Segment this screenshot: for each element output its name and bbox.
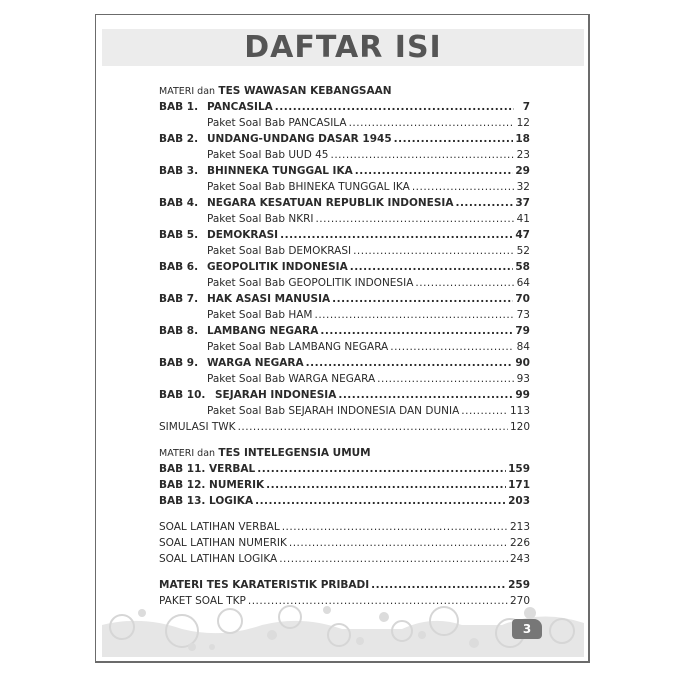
toc-entry[interactable]: BAB 12. NUMERIK ..... 171 <box>159 477 530 493</box>
section-heading-title: TES WAWASAN KEBANGSAAN <box>218 85 392 97</box>
toc-entry[interactable]: BAB 3. BHINNEKA TUNGGAL IKA ..... 29 <box>159 163 530 179</box>
section-heading-tiu <box>159 445 530 461</box>
leader-dots <box>332 291 513 307</box>
toc-entry[interactable]: Paket Soal Bab DEMOKRASI ..... 52 <box>159 243 530 259</box>
toc-entry[interactable]: Paket Soal Bab BHINEKA TUNGGAL IKA ..... 32 <box>159 179 530 195</box>
leader-dots <box>238 419 508 435</box>
toc-entry[interactable]: BAB 7. HAK ASASI MANUSIA ..... 70 <box>159 291 530 307</box>
spacer <box>159 509 530 519</box>
toc-entry[interactable]: PAKET SOAL TKP ..... 270 <box>159 593 530 609</box>
leader-dots <box>371 577 506 593</box>
toc-entry[interactable]: Paket Soal Bab SEJARAH INDONESIA DAN DUNIA ..... 113 <box>159 403 530 419</box>
toc-entry[interactable]: BAB 13. LOGIKA ..... 203 <box>159 493 530 509</box>
toc-entry[interactable]: BAB 5. DEMOKRASI ..... 47 <box>159 227 530 243</box>
leader-dots <box>306 355 514 371</box>
section-heading-prefix: MATERI dan <box>159 448 216 459</box>
toc-entry-simulasi[interactable]: SIMULASI TWK ..... 120 <box>159 419 530 435</box>
leader-dots <box>331 147 515 163</box>
toc-entry[interactable]: Paket Soal Bab WARGA NEGARA ..... 93 <box>159 371 530 387</box>
toc-entry[interactable]: SOAL LATIHAN NUMERIK ..... 226 <box>159 535 530 551</box>
leader-dots <box>338 387 513 403</box>
spacer <box>159 567 530 577</box>
leader-dots <box>257 461 506 477</box>
toc-entry[interactable]: Paket Soal Bab GEOPOLITIK INDONESIA ..... 64 <box>159 275 530 291</box>
toc-entry[interactable]: Paket Soal Bab PANCASILA ..... 12 <box>159 115 530 131</box>
toc-entry[interactable]: MATERI TES KARATERISTIK PRIBADI ..... 259 <box>159 577 530 593</box>
page-number: 3 <box>522 622 532 636</box>
leader-dots <box>349 115 514 131</box>
leader-dots <box>390 339 514 355</box>
leader-dots <box>394 131 514 147</box>
leader-dots <box>412 179 514 195</box>
spacer <box>159 435 530 445</box>
section-heading-prefix: MATERI dan <box>159 86 216 97</box>
toc-entry[interactable]: BAB 2. UNDANG-UNDANG DASAR 1945 ..... 18 <box>159 131 530 147</box>
leader-dots <box>255 493 506 509</box>
toc-entry[interactable]: Paket Soal Bab UUD 45 ..... 23 <box>159 147 530 163</box>
title-band <box>102 29 584 66</box>
leader-dots <box>415 275 514 291</box>
toc-entry[interactable]: BAB 8. LAMBANG NEGARA ..... 79 <box>159 323 530 339</box>
leader-dots <box>377 371 514 387</box>
toc-entry[interactable]: Paket Soal Bab HAM ..... 73 <box>159 307 530 323</box>
toc-entry[interactable]: BAB 1. PANCASILA ..... 7 <box>159 99 530 115</box>
leader-dots <box>289 535 508 551</box>
page-title: DAFTAR ISI <box>244 30 442 65</box>
section-heading-title: TES INTELEGENSIA UMUM <box>218 447 371 459</box>
leader-dots <box>320 323 513 339</box>
table-of-contents <box>159 83 530 609</box>
leader-dots <box>355 163 514 179</box>
toc-entry[interactable]: SOAL LATIHAN VERBAL ..... 213 <box>159 519 530 535</box>
toc-entry[interactable]: Paket Soal Bab LAMBANG NEGARA ..... 84 <box>159 339 530 355</box>
toc-entry[interactable]: BAB 10. SEJARAH INDONESIA ..... 99 <box>159 387 530 403</box>
leader-dots <box>461 403 508 419</box>
toc-entry[interactable]: BAB 6. GEOPOLITIK INDONESIA ..... 58 <box>159 259 530 275</box>
section-heading-twk <box>159 83 530 99</box>
toc-entry[interactable]: BAB 11. VERBAL ..... 159 <box>159 461 530 477</box>
leader-dots <box>353 243 514 259</box>
leader-dots <box>314 307 514 323</box>
toc-entry[interactable]: BAB 4. NEGARA KESATUAN REPUBLIK INDONESIA ..... 37 <box>159 195 530 211</box>
leader-dots <box>266 477 506 493</box>
toc-entry[interactable]: BAB 9. WARGA NEGARA ..... 90 <box>159 355 530 371</box>
toc-entry[interactable]: Paket Soal Bab NKRI ..... 41 <box>159 211 530 227</box>
leader-dots <box>282 519 508 535</box>
book-page <box>95 14 590 663</box>
leader-dots <box>279 551 508 567</box>
page-number-badge <box>512 619 542 639</box>
leader-dots <box>275 99 514 115</box>
leader-dots <box>315 211 514 227</box>
toc-entry[interactable]: SOAL LATIHAN LOGIKA ..... 243 <box>159 551 530 567</box>
leader-dots <box>455 195 513 211</box>
leader-dots <box>280 227 513 243</box>
leader-dots <box>350 259 514 275</box>
